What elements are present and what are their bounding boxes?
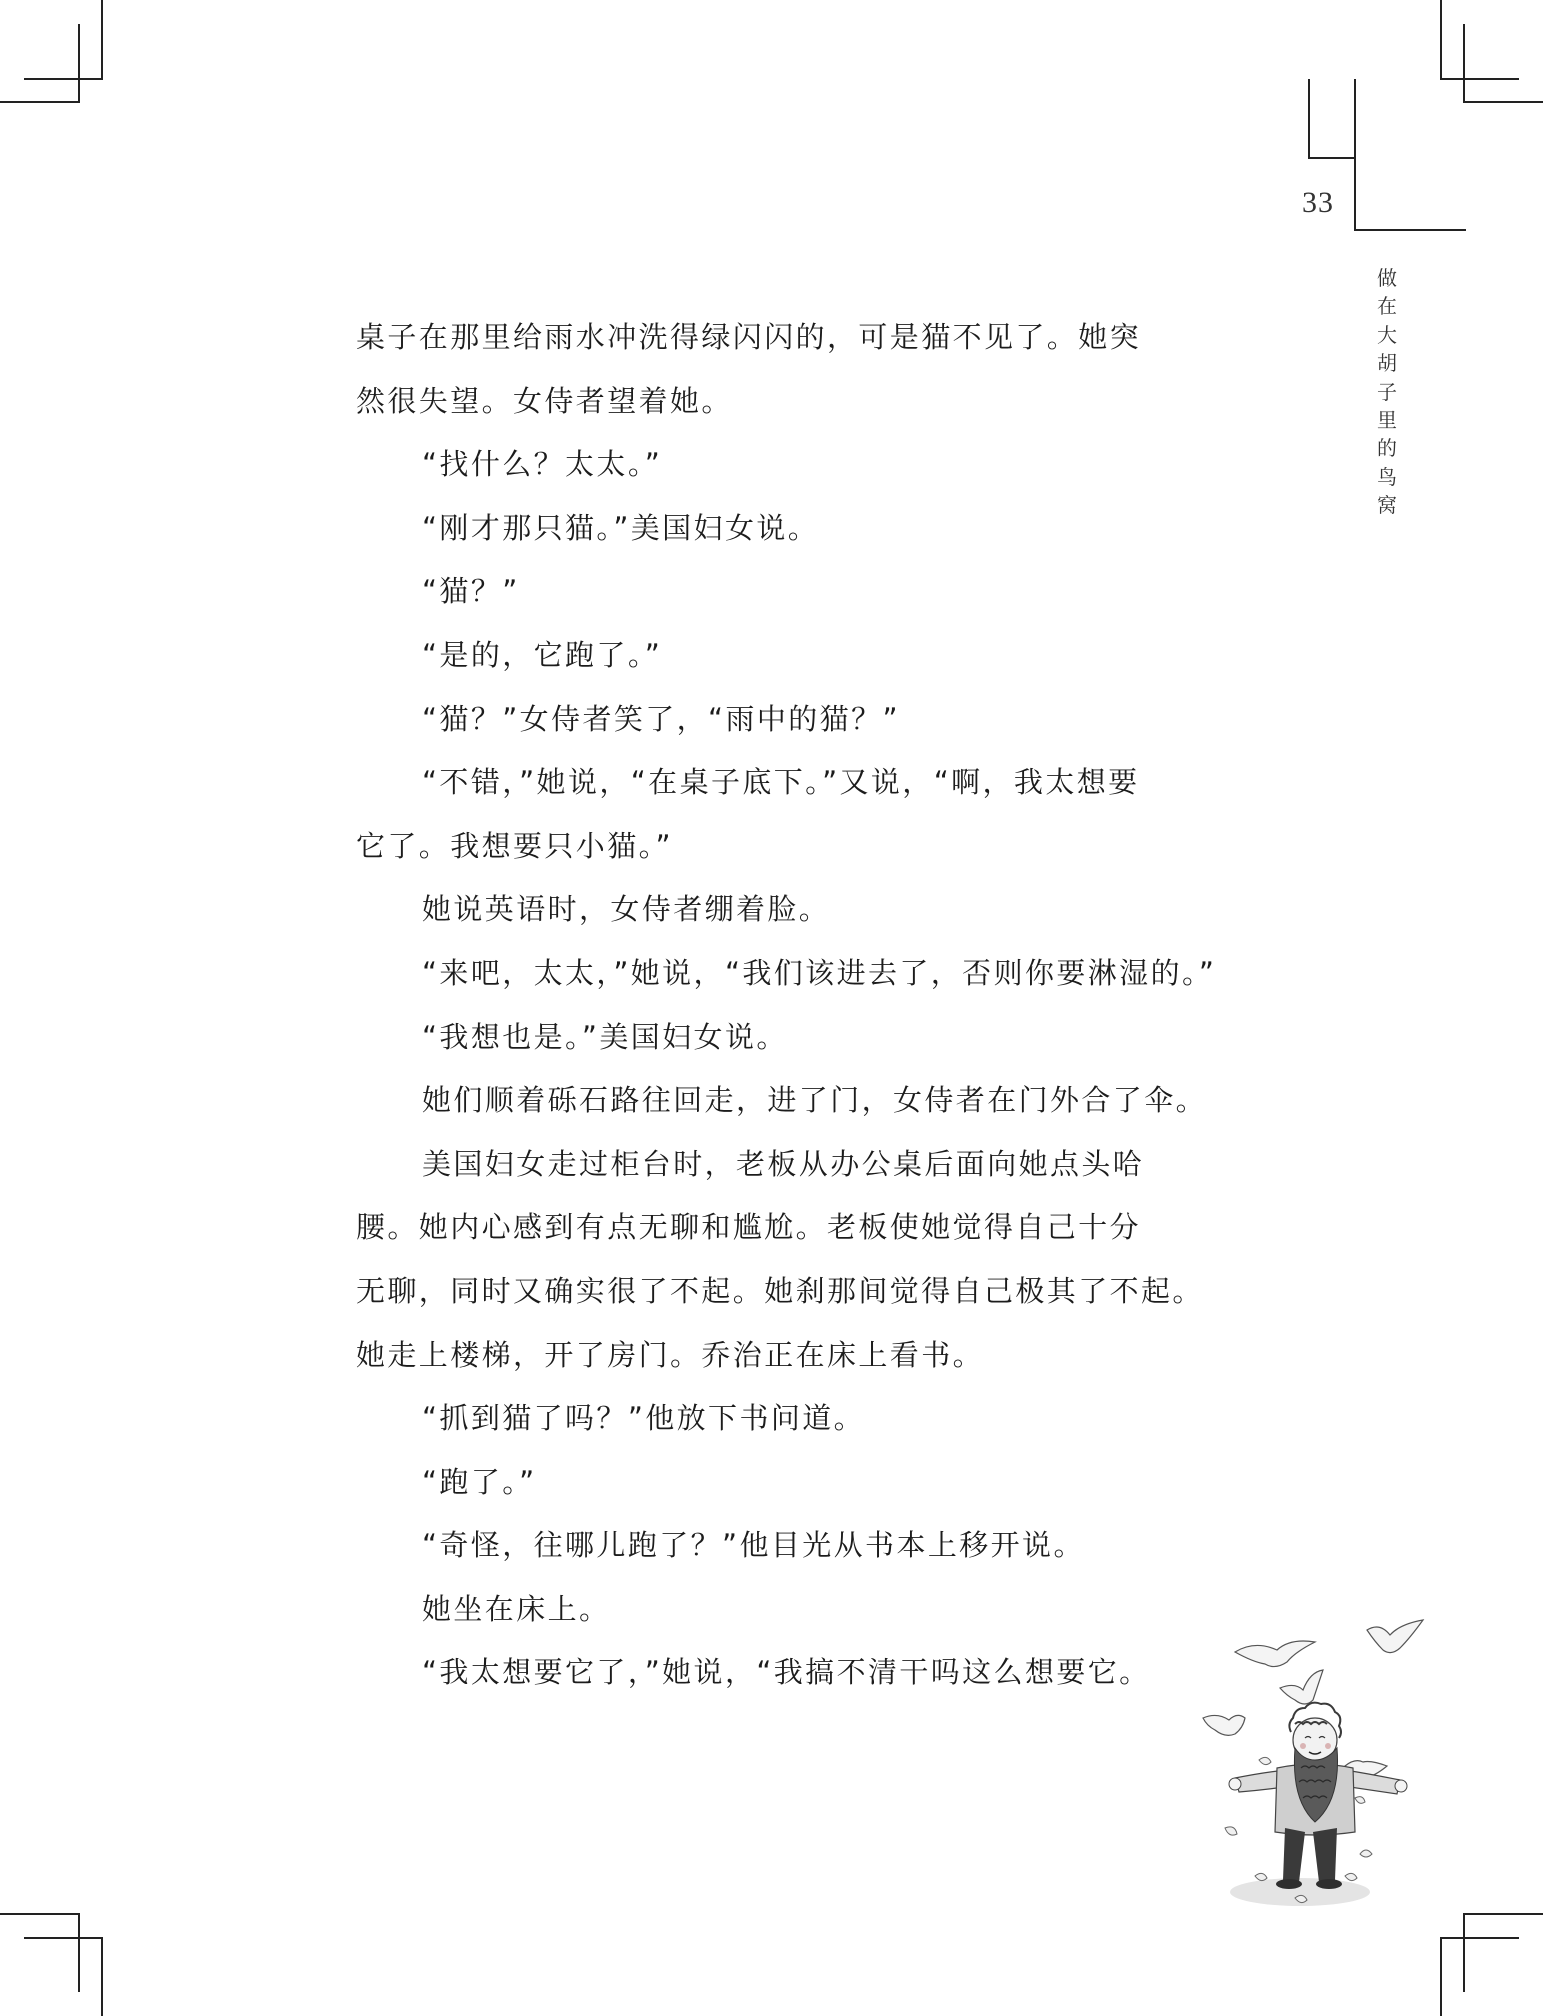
crop-mark — [1440, 78, 1519, 80]
text-line: “奇怪，往哪儿跑了？”他目光从书本上移开说。 — [422, 1528, 1085, 1563]
running-title-char: 的 — [1377, 436, 1397, 461]
running-title-char: 在 — [1377, 294, 1397, 319]
folio-frame-line — [1308, 79, 1310, 158]
text-line: “来吧，太太，”她说，“我们该进去了，否则你要淋湿的。” — [422, 955, 1217, 990]
text-line: “猫？” — [422, 574, 520, 609]
folio-frame-line — [1354, 79, 1356, 230]
text-line: “找什么？太太。” — [422, 447, 663, 482]
text-line: 她们顺着砾石路往回走，进了门，女侍者在门外合了伞。 — [422, 1083, 1208, 1118]
text-line: “我想也是。”美国妇女说。 — [422, 1019, 788, 1054]
crop-mark — [78, 1913, 80, 1992]
page-number: 33 — [1302, 186, 1334, 219]
running-title-char: 做 — [1377, 266, 1397, 290]
text-line: “是的，它跑了。” — [422, 637, 663, 672]
text-line: “猫？”女侍者笑了，“雨中的猫？” — [422, 701, 900, 736]
running-title — [1372, 264, 1402, 520]
crop-mark — [1440, 1937, 1442, 2016]
text-line: 美国妇女走过柜台时，老板从办公桌后面向她点头哈 — [422, 1146, 1145, 1181]
folio-frame-line — [1308, 157, 1355, 159]
crop-mark — [1463, 101, 1543, 103]
text-line: 腰。她内心感到有点无聊和尴尬。老板使她觉得自己十分 — [356, 1210, 1142, 1245]
crop-mark — [1440, 1937, 1519, 1939]
running-title-char: 里 — [1377, 408, 1397, 433]
crop-mark — [1463, 24, 1465, 103]
text-line: 然很失望。女侍者望着她。 — [356, 383, 733, 418]
text-line: 她说英语时，女侍者绷着脸。 — [422, 892, 831, 927]
text-line: 桌子在那里给雨水冲洗得绿闪闪的，可是猫不见了。她突 — [356, 320, 1142, 354]
bearded-man-illustration — [1195, 1600, 1425, 1915]
crop-mark — [0, 1913, 80, 1915]
running-title-char: 大 — [1377, 322, 1397, 347]
running-title-char: 窝 — [1377, 493, 1397, 518]
running-title-char: 子 — [1377, 379, 1397, 404]
crop-mark — [101, 0, 103, 79]
crop-mark — [1463, 1913, 1543, 1915]
text-line: 无聊，同时又确实很了不起。她刹那间觉得自己极其了不起。 — [356, 1273, 1204, 1308]
folio-frame-line — [1354, 229, 1466, 231]
text-line: “不错，”她说，“在桌子底下。”又说，“啊，我太想要 — [422, 765, 1140, 800]
running-title-char: 鸟 — [1377, 464, 1397, 489]
crop-mark — [1440, 0, 1442, 79]
running-title-char: 胡 — [1377, 351, 1397, 376]
crop-mark — [1463, 1913, 1465, 1992]
text-line: “刚才那只猫。”美国妇女说。 — [422, 510, 820, 545]
body-text — [356, 306, 1216, 1705]
crop-mark — [78, 24, 80, 103]
text-line: 它了。我想要只小猫。” — [356, 828, 673, 863]
text-line: “跑了。” — [422, 1464, 537, 1499]
crop-mark — [24, 78, 103, 80]
text-line: “抓到猫了吗？”他放下书问道。 — [422, 1401, 866, 1436]
text-line: “我太想要它了，”她说，“我搞不清干吗这么想要它。 — [422, 1655, 1151, 1690]
crop-mark — [24, 1937, 103, 1939]
crop-mark — [0, 101, 80, 103]
text-line: 她走上楼梯，开了房门。乔治正在床上看书。 — [356, 1337, 985, 1372]
crop-mark — [101, 1937, 103, 2016]
text-line: 她坐在床上。 — [422, 1591, 611, 1626]
